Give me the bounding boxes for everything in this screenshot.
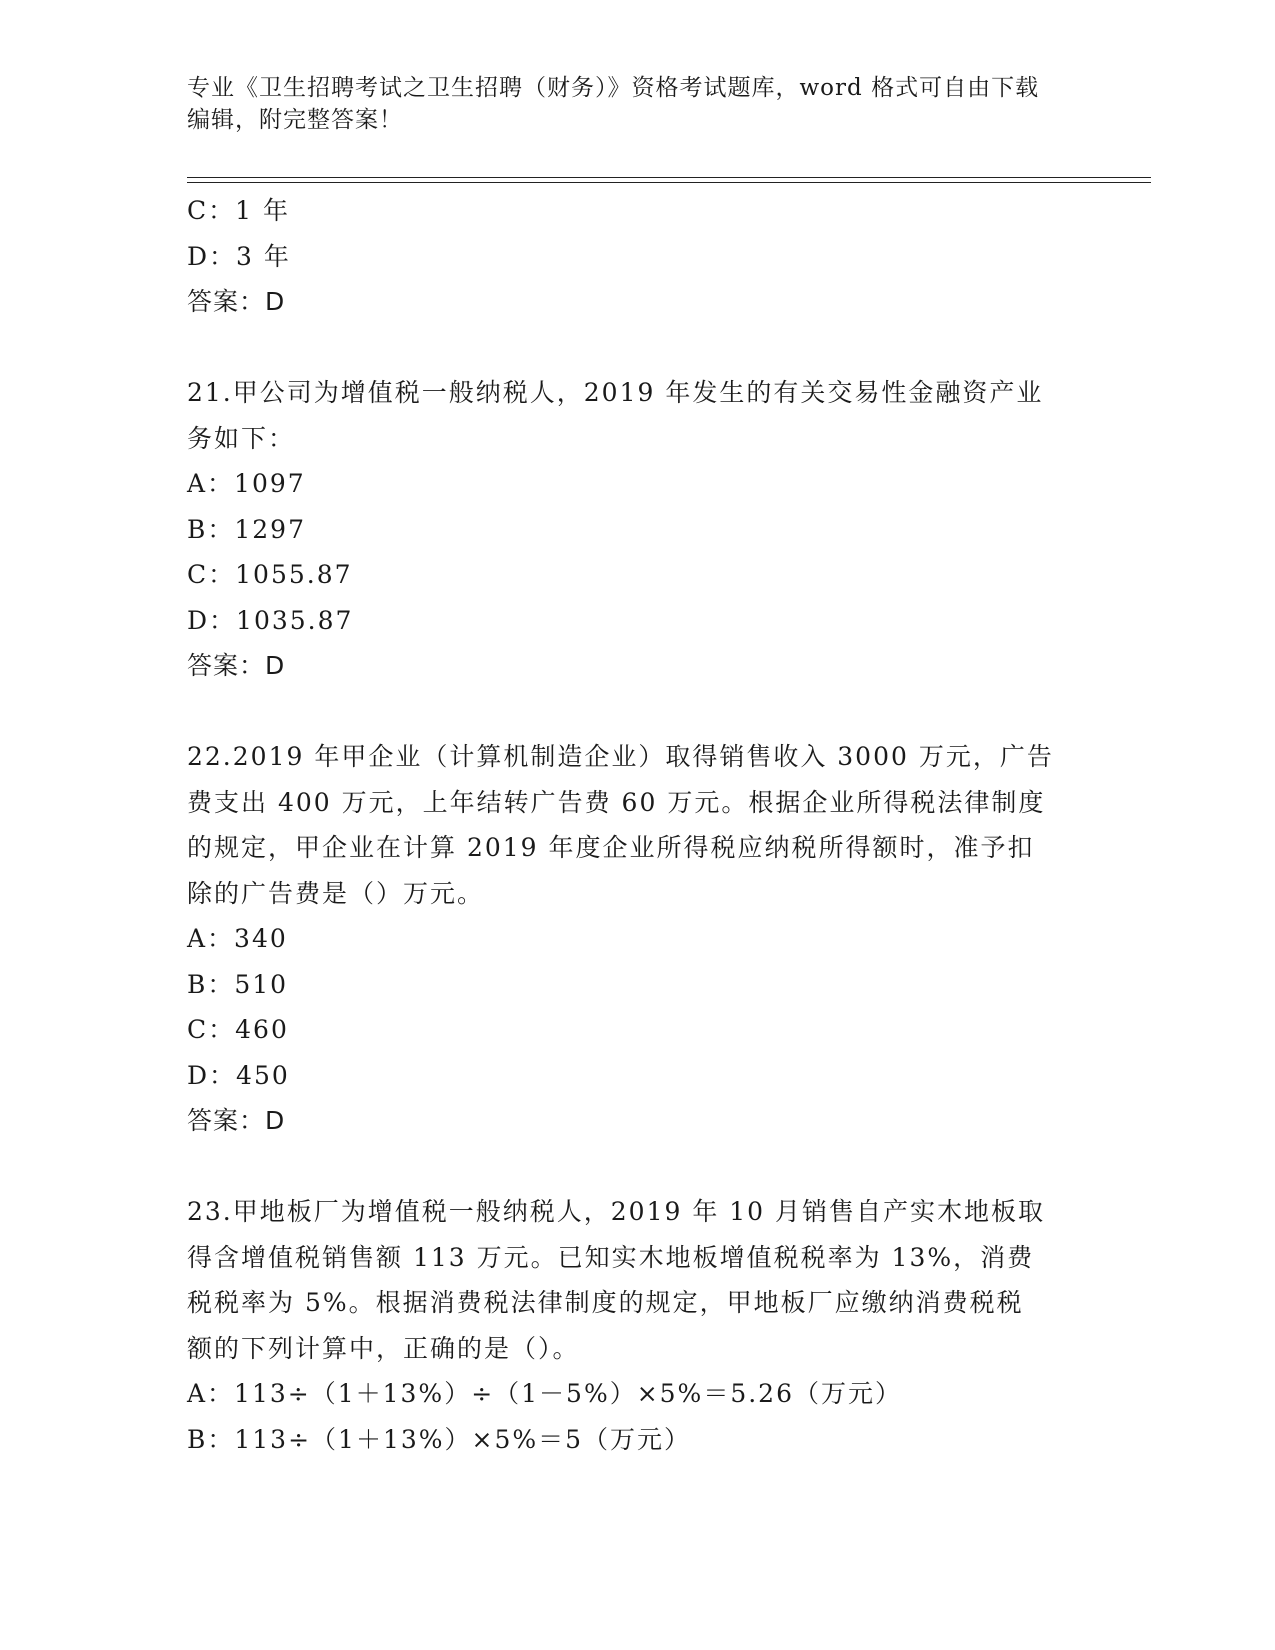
answer: 答案：D xyxy=(187,651,286,680)
option-d: D：1035.87 xyxy=(187,605,354,635)
option-c: C：1055.87 xyxy=(187,560,353,589)
question-23-line-3: 税税率为 5%。根据消费税法律制度的规定，甲地板厂应缴纳消费税税 xyxy=(187,1288,1024,1317)
question-22-line-3: 的规定，甲企业在计算 2019 年度企业所得税应纳税所得额时，准予扣 xyxy=(187,833,1035,862)
document-header xyxy=(187,72,1087,136)
spacer xyxy=(187,325,1087,371)
option-a: A：113÷（1＋13%）÷（1－5%）×5%＝5.26（万元） xyxy=(187,1379,902,1408)
question-23-line-2: 得含增值税销售额 113 万元。已知实木地板增值税税率为 13%，消费 xyxy=(187,1242,1035,1272)
question-content xyxy=(187,188,1087,1462)
question-23-line-1: 23.甲地板厂为增值税一般纳税人，2019 年 10 月销售自产实木地板取 xyxy=(187,1197,1046,1226)
option-c: C：460 xyxy=(187,1015,289,1044)
question-21-line-1: 21.甲公司为增值税一般纳税人，2019 年发生的有关交易性金融资产业 xyxy=(187,378,1044,407)
answer: 答案：D xyxy=(187,287,286,316)
header-rule-top xyxy=(187,177,1151,178)
question-22-line-1: 22.2019 年甲企业（计算机制造企业）取得销售收入 3000 万元，广告 xyxy=(187,742,1054,771)
spacer xyxy=(187,689,1087,735)
option-a: A：1097 xyxy=(187,469,306,498)
option-b: B：510 xyxy=(187,969,289,999)
question-23-line-4: 额的下列计算中，正确的是（）。 xyxy=(187,1333,580,1363)
question-21-line-2: 务如下： xyxy=(187,423,296,453)
option-b: B：113÷（1＋13%）×5%＝5（万元） xyxy=(187,1424,692,1454)
question-22-line-2: 费支出 400 万元，上年结转广告费 60 万元。根据企业所得税法律制度 xyxy=(187,787,1046,817)
option-d: D：450 xyxy=(187,1060,290,1090)
option-a: A：340 xyxy=(187,924,288,953)
option-b: B：1297 xyxy=(187,514,306,544)
header-line-1: 专业《卫生招聘考试之卫生招聘（财务）》资格考试题库，word 格式可自由下载 xyxy=(187,75,1040,101)
option-c: C：1 年 xyxy=(187,196,290,225)
header-rule-bottom xyxy=(187,182,1151,183)
question-22-line-4: 除的广告费是（）万元。 xyxy=(187,878,485,908)
header-line-2: 编辑，附完整答案！ xyxy=(187,107,403,133)
answer: 答案：D xyxy=(187,1106,286,1135)
spacer xyxy=(187,1144,1087,1190)
option-d: D：3 年 xyxy=(187,241,291,271)
